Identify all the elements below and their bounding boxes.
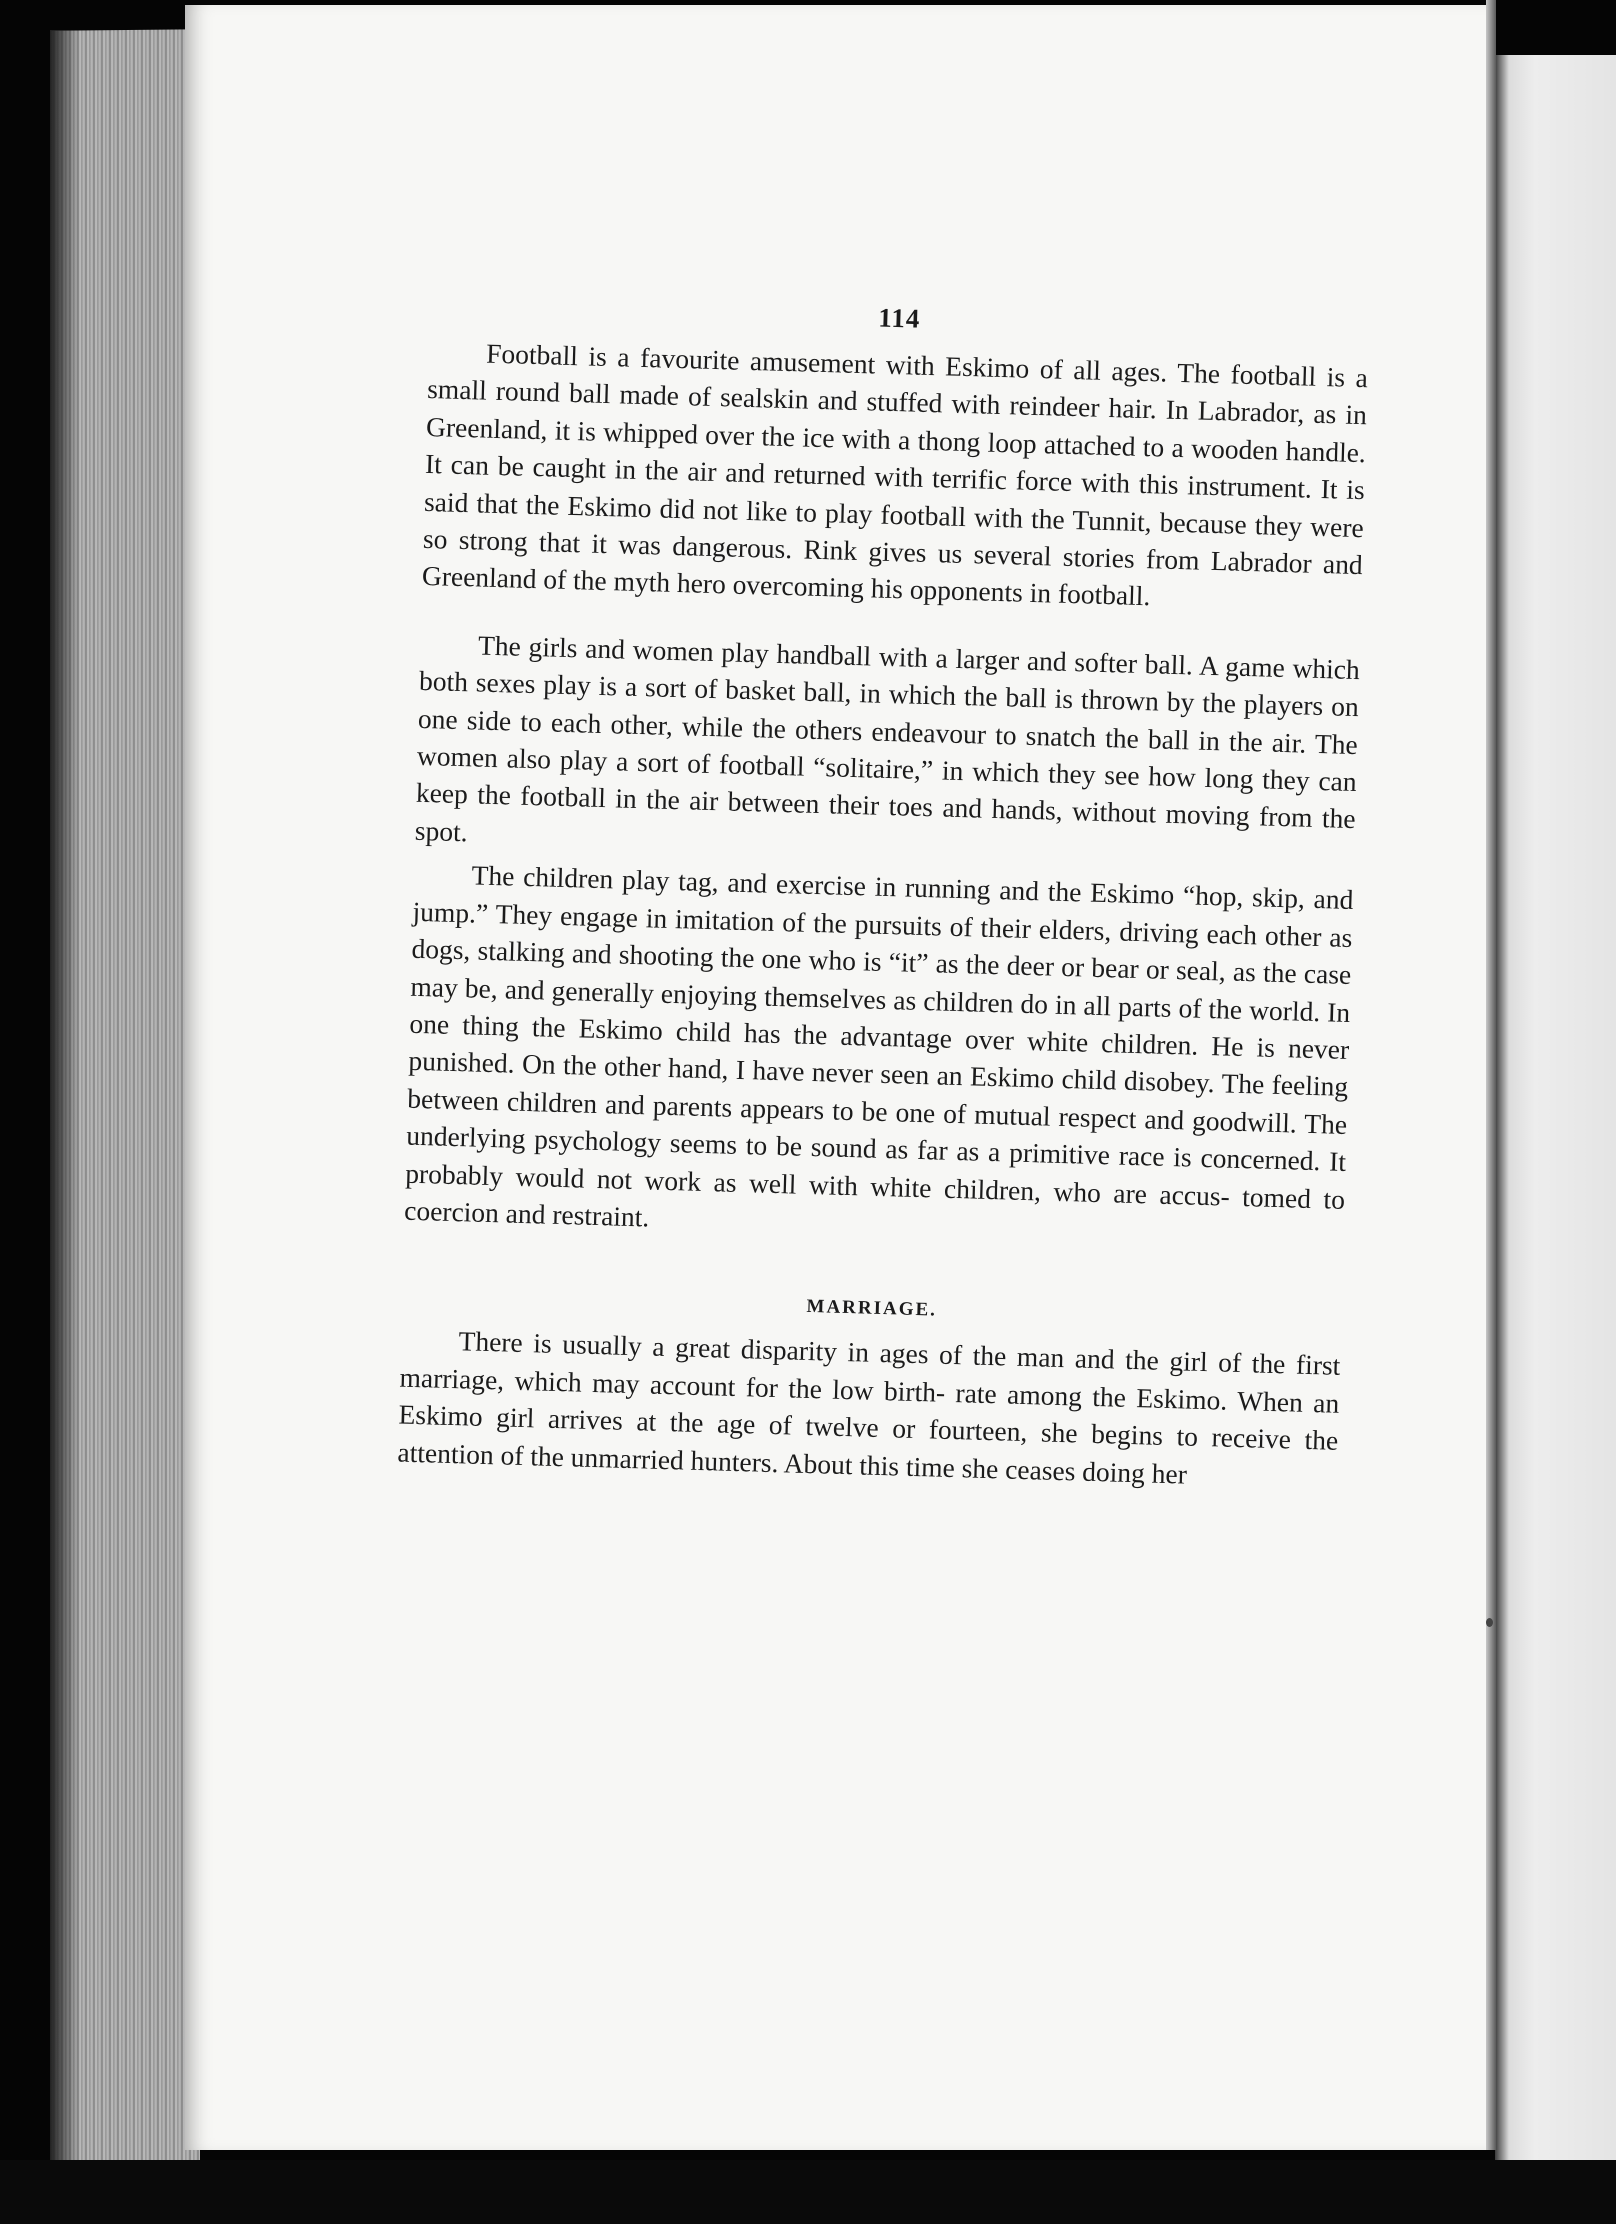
paragraph-football: Football is a favourite amusement with Eskimo of all ages. The football is a small round ball made of sealskin and stuffed with reindeer hair. In Labrador, as in Greenland, it is whipped over the ice with a thong loop attached to a wooden handle. It can be caught in the air and returned with terrific force with this instrument. It is said that the Eskimo did not like to play football with the Tunnit, because they were so strong that it was dangerous. Rink gives us several stories from Labrador and Greenland of the myth hero overcoming his opponents in football. [421, 337, 1369, 612]
paragraph-children-games: The children play tag, and exercise in running and the Eskimo “hop, skip, and jump.” They engage in imitation of the pursuits of their elders, driving each other as dogs, stalking and shooting the one who is “it” as the deer or bear or seal, as the case may be, and generally enjoying themselves as children do in all parts of the world. In one thing the Eskimo child has the advantage over white children. He is never punished. On the other hand, I have never seen an Eskimo child disobey. The feeling between children and parents appears to be one of mutual respect and goodwill. The underlying psychology seems to be sound as far as a primitive race is concerned. It probably would not work as well with white children, who are accus- tomed to coercion and restraint. [403, 859, 1354, 1233]
margin-mark [1486, 1618, 1493, 1627]
page-gutter [1486, 0, 1496, 2150]
page-edges-shadow [50, 30, 80, 2180]
scan-bottom-edge [0, 2160, 1616, 2224]
facing-page-edge [1495, 55, 1616, 2224]
paragraph-marriage: There is usually a great disparity in ages of the man and the girl of the first marriage, which may account for the low birth- rate among the Eskimo. When an Eskimo girl arrives at the age of twelve or fourteen, she begins to receive the attention of the unmarried hunters. About this time she ceases doing her [397, 1325, 1341, 1490]
paragraph-handball: The girls and women play handball with a larger and softer ball. A game which both sexes play is a sort of basket ball, in which the ball is thrown by the players on one side to each other, while the others endeavour to snatch the ball in the air. The women also play a sort of football “solitaire,” in which they see how long they can keep the football in the air between their toes and hands, without moving from the spot. [414, 629, 1361, 848]
page-number: 114 [877, 302, 921, 334]
section-heading: MARRIAGE. [806, 1296, 938, 1321]
page-text-block [397, 290, 1370, 1497]
